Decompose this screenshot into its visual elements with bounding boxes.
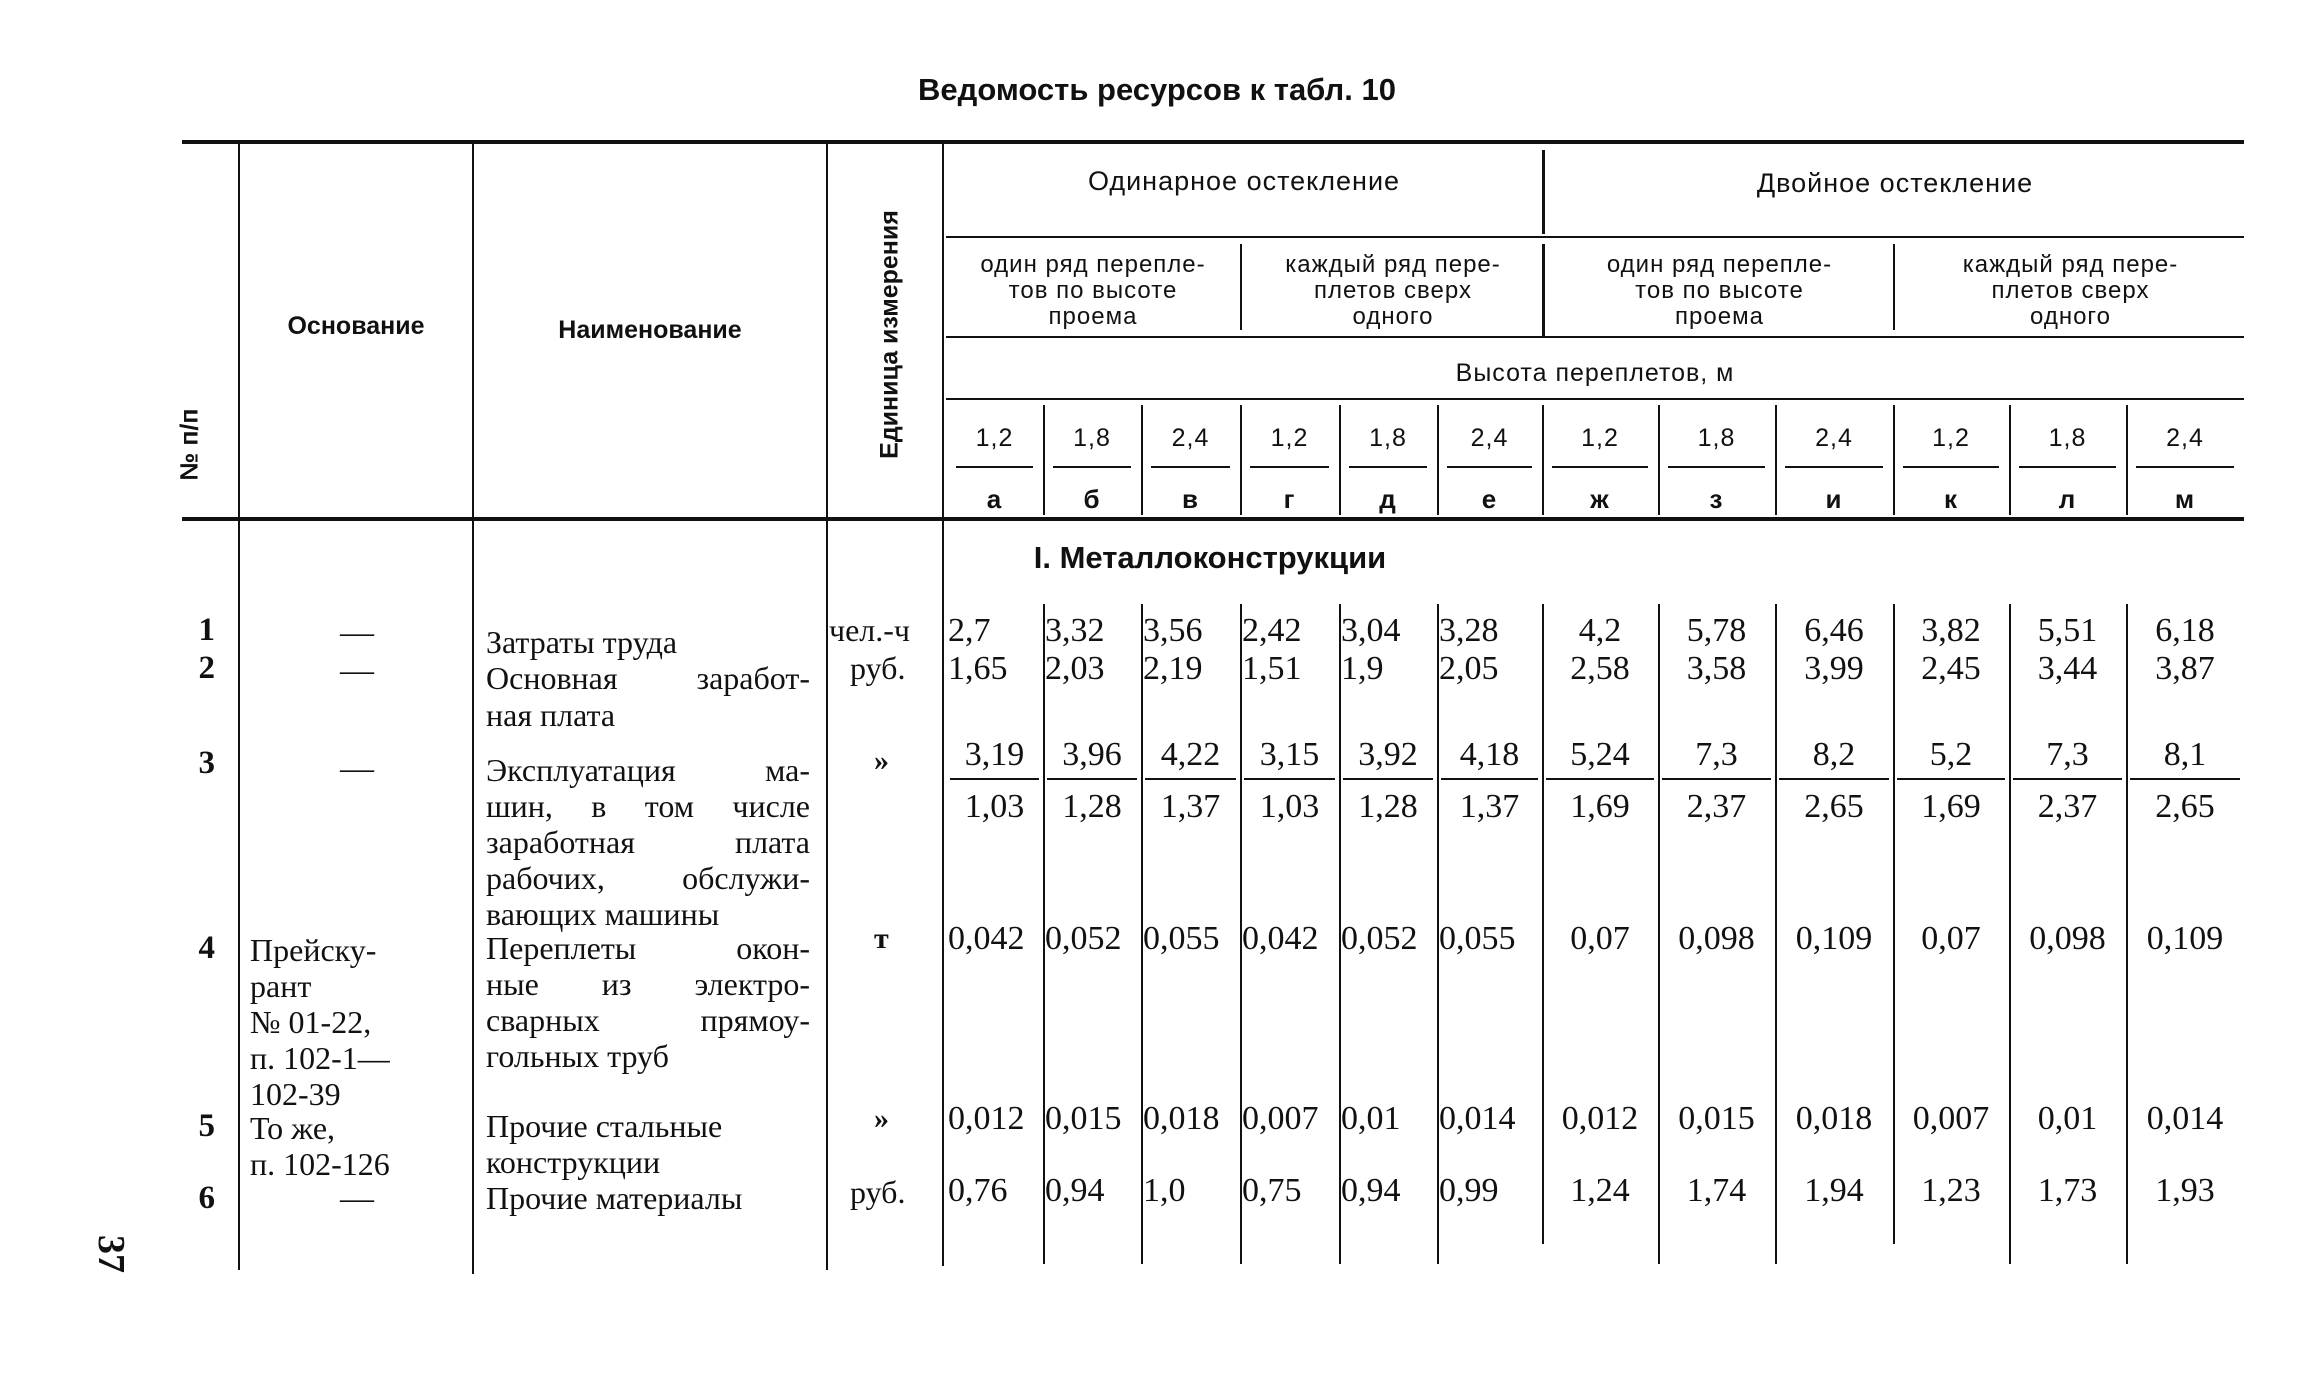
value-cell: 2,03: [1045, 650, 1105, 687]
row-3-name-line-5: вающих машины: [486, 896, 720, 932]
height-value: 1,2: [1581, 424, 1619, 452]
fraction-numerator: 4,18: [1441, 736, 1538, 780]
height-value: 2,4: [1470, 424, 1509, 452]
row-3-name-line-2: шин, в том числе: [486, 788, 810, 824]
value-cell: 0,052: [1341, 920, 1418, 957]
header-one-row-single: [946, 252, 1240, 330]
value-cell: 0,75: [1242, 1172, 1302, 1209]
header-one-row-double: [1546, 252, 1893, 330]
value-cell: 2,19: [1143, 650, 1203, 687]
value-cell: 1,93: [2155, 1172, 2215, 1209]
row-1-basis: —: [340, 614, 374, 651]
divider-sub1: [1240, 244, 1242, 330]
value-cell: 0,007: [1242, 1100, 1319, 1137]
subheader-line: проема: [1048, 303, 1138, 330]
row-6-num: 6: [198, 1180, 215, 1216]
value-cell: 6,46: [1804, 612, 1864, 649]
value-cell: 0,01: [1341, 1100, 1401, 1137]
header-each-row-double: [1897, 252, 2244, 330]
value-cell: 0,042: [948, 920, 1025, 957]
column-letter: ж: [1590, 484, 1610, 514]
row-2-basis: —: [340, 652, 374, 689]
height-underline: [1903, 466, 1999, 468]
value-cell: 0,014: [2146, 1100, 2224, 1137]
fraction-denominator: 1,37: [1160, 788, 1221, 825]
row-5-num: 5: [198, 1108, 215, 1144]
value-cell: 3,44: [2037, 650, 2098, 687]
row-4-basis-line-5: 102-39: [250, 1076, 341, 1112]
row-5-name-line-2: конструкции: [486, 1144, 661, 1180]
value-fraction: [1145, 736, 1236, 826]
fraction-denominator: 2,65: [2155, 788, 2215, 825]
height-underline: [2136, 466, 2234, 468]
value-cell: 3,04: [1341, 612, 1401, 649]
value-cell: 3,87: [2155, 650, 2215, 687]
fraction-numerator: 5,2: [1897, 736, 2005, 780]
header-height-label: Высота переплетов, м: [1455, 359, 1735, 387]
subheader-line: один ряд перепле-: [1606, 251, 1833, 278]
row-5-basis-line-2: п. 102-126: [250, 1146, 390, 1182]
row-6-name: Прочие материалы: [486, 1180, 743, 1216]
value-cell: 0,018: [1795, 1100, 1873, 1137]
fraction-numerator: 7,3: [2013, 736, 2122, 780]
column-letter: б: [1083, 484, 1101, 514]
row-4-name-line-2: ные из электро-: [486, 966, 810, 1002]
row-2-num: 2: [198, 650, 215, 686]
fraction-denominator: 1,03: [1259, 788, 1320, 825]
fraction-numerator: 7,3: [1662, 736, 1771, 780]
value-cell: 3,82: [1921, 612, 1981, 649]
column-letter: в: [1182, 484, 1199, 514]
value-cell: 0,055: [1143, 920, 1220, 957]
row-4-name-line-1: Переплеты окон-: [486, 930, 810, 966]
divider-glazing: [1542, 150, 1545, 234]
value-cell: 0,94: [1341, 1172, 1401, 1209]
row-4-basis-line-3: № 01-22,: [250, 1004, 372, 1040]
page-number: 37: [90, 1235, 132, 1273]
page-title: Ведомость ресурсов к табл. 10: [918, 72, 1396, 107]
height-value: 1,8: [1073, 424, 1111, 452]
value-cell: 0,014: [1439, 1100, 1516, 1137]
column-letter: з: [1709, 484, 1724, 514]
value-cell: 0,052: [1045, 920, 1122, 957]
row-6-basis: —: [340, 1180, 374, 1217]
value-cell: 5,51: [2037, 612, 2098, 649]
subheader-line: одного: [2030, 303, 2111, 330]
height-underline: [956, 466, 1033, 468]
value-cell: 1,9: [1341, 650, 1384, 687]
value-cell: 1,51: [1242, 650, 1302, 687]
row-4-unit: т: [874, 922, 889, 955]
subheader-line: плетов сверх: [1991, 277, 2150, 304]
subheader-line: каждый ряд пере-: [1962, 251, 2179, 278]
table-top-rule: [182, 140, 2244, 144]
row-4-name-line-4: гольных труб: [486, 1038, 669, 1074]
row-3-name-line-3: заработная плата: [486, 824, 810, 860]
height-underline: [1053, 466, 1131, 468]
row-1-unit: чел.-ч: [829, 612, 911, 648]
value-cell: 0,99: [1439, 1172, 1499, 1209]
row-4-basis-line-4: п. 102-1—: [250, 1040, 390, 1076]
value-cell: 0,055: [1439, 920, 1516, 957]
fraction-denominator: 2,37: [2037, 788, 2098, 825]
divider-sub3: [1893, 244, 1895, 330]
row-4-name-line-3: сварных прямоу-: [486, 1002, 810, 1038]
fraction-denominator: 2,37: [1686, 788, 1747, 825]
row-3-name-line-4: рабочих, обслужи-: [486, 860, 810, 896]
value-cell: 0,042: [1242, 920, 1319, 957]
height-underline: [1552, 466, 1648, 468]
height-value: 2,4: [1171, 424, 1210, 452]
height-underline: [1785, 466, 1883, 468]
row-2-name-line-2: ная плата: [486, 697, 616, 733]
column-letter: г: [1283, 484, 1296, 514]
value-cell: 2,45: [1921, 650, 1981, 687]
height-value: 2,4: [1815, 424, 1853, 452]
header-bottom-rule: [182, 517, 2244, 521]
header-num: № п/п: [175, 408, 204, 481]
height-value: 1,8: [1369, 424, 1407, 452]
value-cell: 2,7: [948, 612, 991, 649]
value-cell: 0,015: [1045, 1100, 1122, 1137]
value-cell: 0,012: [1561, 1100, 1639, 1137]
row-1-name: Затраты труда: [486, 624, 678, 660]
value-cell: 0,007: [1912, 1100, 1990, 1137]
value-cell: 3,58: [1686, 650, 1747, 687]
value-cell: 0,94: [1045, 1172, 1105, 1209]
column-letter: л: [2058, 484, 2077, 514]
fraction-denominator: 1,28: [1062, 788, 1122, 825]
divider-unit: [942, 142, 944, 1266]
value-cell: 1,94: [1804, 1172, 1864, 1209]
subheader-line: один ряд перепле-: [980, 251, 1206, 278]
row-4-basis-line-1: Прейску-: [250, 932, 377, 968]
row-2-name-line-1: Основная заработ-: [486, 660, 810, 696]
row-2-unit: руб.: [850, 650, 906, 686]
fraction-numerator: 4,22: [1145, 736, 1236, 780]
row-5-unit: »: [874, 1102, 889, 1135]
row-1-num: 1: [198, 612, 215, 648]
value-fraction: [950, 736, 1039, 826]
value-cell: 3,99: [1804, 650, 1864, 687]
fraction-numerator: 3,19: [950, 736, 1039, 780]
value-fraction: [1441, 736, 1538, 826]
column-letter: м: [2174, 484, 2196, 514]
value-cell: 1,24: [1570, 1172, 1630, 1209]
value-cell: 6,18: [2155, 612, 2215, 649]
header-single-glazing: Одинарное остекление: [1087, 166, 1401, 196]
row-5-basis-line-1: То же,: [250, 1110, 336, 1146]
column-letter: к: [1943, 484, 1958, 514]
subheader-line: тов по высоте: [1008, 277, 1178, 304]
value-cell: 0,01: [2037, 1100, 2098, 1137]
fraction-denominator: 1,37: [1459, 788, 1520, 825]
value-cell: 0,012: [948, 1100, 1025, 1137]
value-fraction: [1047, 736, 1137, 826]
value-cell: 0,098: [2029, 920, 2106, 957]
value-fraction: [1546, 736, 1654, 826]
row-3-num: 3: [198, 745, 215, 781]
column-letter: е: [1481, 484, 1498, 514]
value-cell: 2,42: [1242, 612, 1302, 649]
subheader-line: проема: [1675, 303, 1764, 330]
value-cell: 5,78: [1686, 612, 1747, 649]
height-underline: [1668, 466, 1765, 468]
row-5-name-line-1: Прочие стальные: [486, 1108, 723, 1144]
fraction-denominator: 1,28: [1358, 788, 1418, 825]
value-cell: 0,07: [1921, 920, 1981, 957]
section-title: I. Металлоконструкции: [1033, 540, 1387, 575]
height-value: 1,2: [1932, 424, 1970, 452]
row-3-basis: —: [340, 750, 374, 787]
fraction-denominator: 2,65: [1804, 788, 1864, 825]
value-cell: 3,28: [1439, 612, 1499, 649]
value-fraction: [2130, 736, 2240, 826]
height-underline: [1151, 466, 1230, 468]
height-value: 1,8: [1697, 424, 1736, 452]
header-each-row-single: [1244, 252, 1542, 330]
subheader-line: тов по высоте: [1635, 277, 1804, 304]
value-fraction: [1244, 736, 1335, 826]
value-cell: 0,015: [1678, 1100, 1755, 1137]
header-basis: Основание: [287, 312, 425, 340]
value-fraction: [1343, 736, 1433, 826]
row-6-unit: руб.: [850, 1174, 906, 1210]
fraction-denominator: 1,03: [964, 788, 1025, 825]
rule-height: [946, 398, 2244, 400]
value-cell: 0,018: [1143, 1100, 1220, 1137]
fraction-numerator: 8,1: [2130, 736, 2240, 780]
height-value: 2,4: [2166, 424, 2204, 452]
value-cell: 1,23: [1921, 1172, 1981, 1209]
height-underline: [1250, 466, 1329, 468]
height-value: 1,2: [975, 424, 1014, 452]
value-cell: 3,32: [1045, 612, 1105, 649]
height-underline: [2019, 466, 2116, 468]
value-cell: 3,56: [1143, 612, 1203, 649]
row-3-unit: »: [874, 744, 889, 777]
fraction-numerator: 3,96: [1047, 736, 1137, 780]
value-cell: 1,65: [948, 650, 1008, 687]
subheader-line: одного: [1352, 303, 1434, 330]
divider-basis: [472, 142, 474, 1274]
value-fraction: [1662, 736, 1771, 826]
value-fraction: [1897, 736, 2005, 826]
height-value: 1,2: [1270, 424, 1309, 452]
value-cell: 1,0: [1143, 1172, 1186, 1209]
fraction-denominator: 1,69: [1921, 788, 1981, 825]
value-cell: 2,58: [1570, 650, 1630, 687]
rule-glazing: [946, 236, 2244, 238]
header-double-glazing: Двойное остекление: [1756, 168, 2034, 198]
value-cell: 1,74: [1686, 1172, 1747, 1209]
value-fraction: [1779, 736, 1889, 826]
fraction-numerator: 3,92: [1343, 736, 1433, 780]
value-cell: 0,109: [1795, 920, 1873, 957]
value-cell: 0,07: [1570, 920, 1630, 957]
value-cell: 0,098: [1678, 920, 1755, 957]
divider-sub2: [1542, 244, 1545, 336]
fraction-denominator: 1,69: [1570, 788, 1630, 825]
subheader-line: каждый ряд пере-: [1285, 251, 1501, 278]
row-4-basis-line-2: рант: [250, 968, 312, 1004]
row-3-name-line-1: Эксплуатация ма-: [486, 752, 810, 788]
fraction-numerator: 8,2: [1779, 736, 1889, 780]
header-name: Наименование: [558, 316, 742, 344]
height-underline: [1447, 466, 1532, 468]
row-4-num: 4: [198, 930, 215, 966]
column-letter: и: [1825, 484, 1843, 514]
column-letter: д: [1379, 484, 1397, 514]
fraction-numerator: 5,24: [1546, 736, 1654, 780]
value-cell: 0,76: [948, 1172, 1008, 1209]
height-value: 1,8: [2048, 424, 2087, 452]
subheader-line: плетов сверх: [1314, 277, 1472, 304]
value-fraction: [2013, 736, 2122, 826]
fraction-numerator: 3,15: [1244, 736, 1335, 780]
divider-name: [826, 142, 828, 1270]
value-cell: 0,109: [2146, 920, 2224, 957]
value-cell: 4,2: [1578, 612, 1622, 649]
value-cell: 1,73: [2037, 1172, 2098, 1209]
rule-rows: [946, 336, 2244, 338]
header-unit: Единица измерения: [875, 210, 904, 459]
height-underline: [1349, 466, 1427, 468]
column-letter: а: [986, 484, 1003, 514]
value-cell: 2,05: [1439, 650, 1499, 687]
